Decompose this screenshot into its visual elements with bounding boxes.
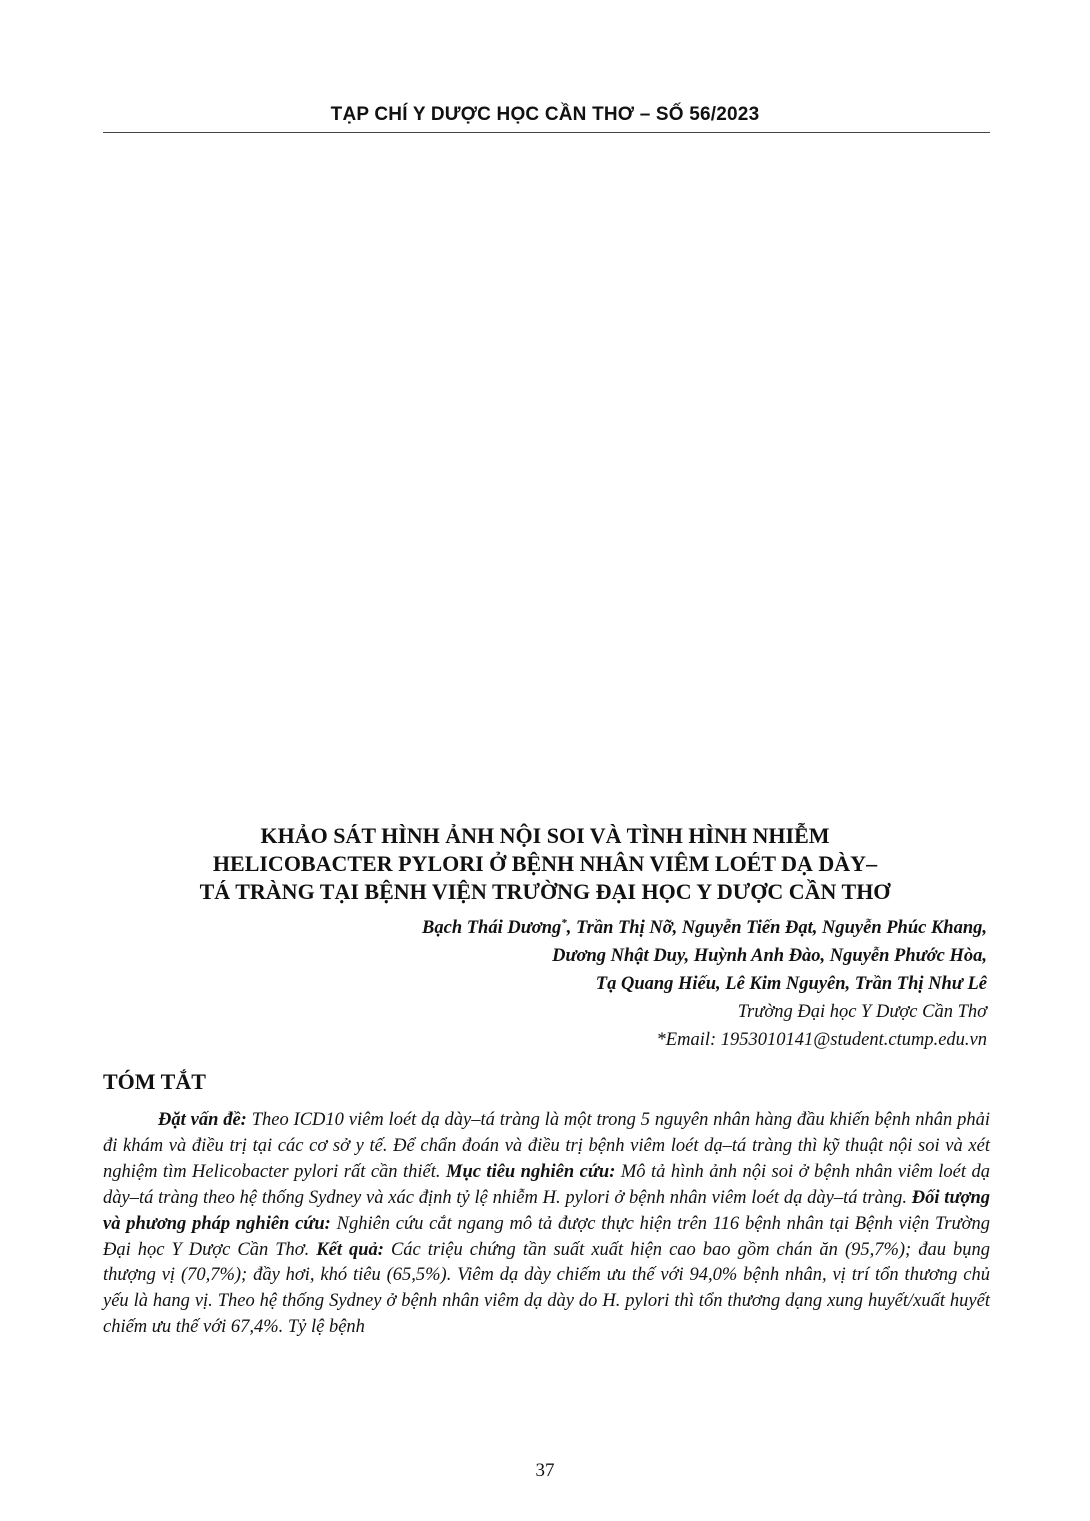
journal-header: TẠP CHÍ Y DƯỢC HỌC CẦN THƠ – SỐ 56/2023 bbox=[330, 104, 760, 125]
background-text: Theo ICD10 viêm loét dạ dày–tá tràng là một trong 5 nguyên nhân hàng đầu khiến bệnh nhân phải đi khám và điều trị tại các cơ sở y tế. Để chẩn đoán và điều trị bệnh viêm loét dạ–tá tràng thì kỹ thuật nội soi và xét nghiệm tìm Helicobacter pylori rất cần thiết. bbox=[103, 1110, 990, 1182]
author-line-1-rest: , Trần Thị Nỡ, Nguyễn Tiến Đạt, Nguyễn Phúc Khang, bbox=[566, 918, 987, 938]
corresponding-author: Bạch Thái Dương bbox=[422, 918, 562, 938]
methods-text: Nghiên cứu cắt ngang mô tả được thực hiện trên 116 bệnh nhân tại Bệnh viện Trường Đại học Y Dược Cần Thơ. bbox=[103, 1213, 990, 1260]
methods-label: Đối tượng và phương pháp nghiên cứu: bbox=[103, 1187, 990, 1234]
affiliation-block bbox=[657, 998, 987, 1054]
header-rule bbox=[103, 132, 990, 133]
author-line-2: Dương Nhật Duy, Huỳnh Anh Đào, Nguyễn Phước Hòa, bbox=[552, 946, 987, 966]
abstract-body bbox=[103, 1108, 990, 1341]
author-list bbox=[422, 914, 987, 998]
contact-email: *Email: 1953010141@student.ctump.edu.vn bbox=[656, 1030, 987, 1050]
title-line-2: HELICOBACTER PYLORI Ở BỆNH NHÂN VIÊM LOÉT DẠ DÀY– bbox=[212, 851, 878, 876]
abstract-heading: TÓM TẮT bbox=[103, 1069, 206, 1094]
objective-label: Mục tiêu nghiên cứu: bbox=[446, 1161, 616, 1182]
objective-text: Mô tả hình ảnh nội soi ở bệnh nhân viêm loét dạ dày–tá tràng theo hệ thống Sydney và xác định tỷ lệ nhiễm H. pylori ở bệnh nhân viêm loét dạ dày–tá tràng. bbox=[103, 1161, 990, 1208]
corresponding-mark: * bbox=[561, 917, 567, 929]
page-number: 37 bbox=[535, 1460, 555, 1481]
results-label: Kết quả: bbox=[316, 1239, 384, 1260]
article-title bbox=[0, 822, 1090, 906]
institution: Trường Đại học Y Dược Cần Thơ bbox=[737, 1002, 987, 1022]
title-line-3: TÁ TRÀNG TẠI BỆNH VIỆN TRƯỜNG ĐẠI HỌC Y DƯỢC CẦN THƠ bbox=[199, 879, 891, 904]
author-line-3: Tạ Quang Hiếu, Lê Kim Nguyên, Trần Thị Như Lê bbox=[595, 974, 987, 994]
author-line-1 bbox=[422, 914, 987, 942]
title-line-1: KHẢO SÁT HÌNH ẢNH NỘI SOI VÀ TÌNH HÌNH NHIỄM bbox=[260, 823, 830, 848]
background-label: Đặt vấn đề: bbox=[158, 1110, 247, 1130]
results-text: Các triệu chứng tần suất xuất hiện cao bao gồm chán ăn (95,7%); đau bụng thượng vị (70,7%); đầy hơi, khó tiêu (65,5%). Viêm dạ dày chiếm ưu thế với 94,0% bệnh nhân, vị trí tổn thương chủ yếu là hang vị. Theo hệ thống Sydney ở bệnh nhân viêm dạ dày do H. pylori thì tổn thương dạng xung huyết/xuất huyết chiếm ưu thế với 67,4%. Tỷ lệ bệnh bbox=[103, 1239, 991, 1338]
